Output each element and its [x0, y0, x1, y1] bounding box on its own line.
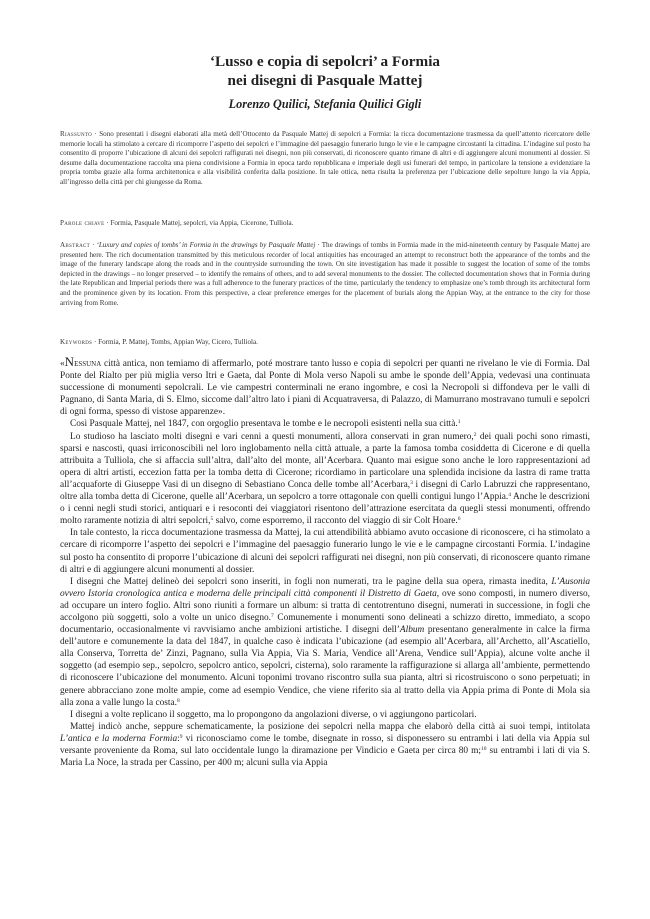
footnote-ref[interactable]: 6: [457, 516, 461, 523]
paragraph-text: presentano generalmente in calce la firma dell’autore e comunemente la data del 1847, in qualche caso è indicata l’ubicazione (ad esempio all’Acerbara, all’Archetto, all’Ascatiello, alla Conserva, Torretta de’ Zinzi, Pagnano, sulla Via Appia, Via S. Maria, Vendice all’Arena, Vendice sull’Appia), alcune volte anche il soggetto (ad esempio sep., sepolcro, sepolcro antico, sepolcri, cisterna), solo raramente la raffigurazione si allarga all’ambiente, permettendo di riconoscere l’ubicazione del monumento. Alcuni toponimi trovano riscontro sulla sua pianta, altri si ricostruiscono o sono perpetuati; in genere abbracciano zone molte ampie, come ad esempio Vendice, che viene riferito sia al tratto della via Appia prima di Ponte di Mola sia alla zona a valle lungo la costa.: [60, 625, 590, 708]
abstract-text: · The drawings of tombs in Formia made in the mid-nineteenth century by Pasquale Mattej are presented here. The rich documentation transmitted by this meticulous recorder of local antiquities has encouraged an attempt to reconstruct both the appearance of the tombs and the image of the funerary landscape along the roads and in the countryside surrounding the town. On site investigation has made it possible to suggest the location of some of the tombs depicted in the drawings – no longer preserved – to identify the remains of others, and to add several monuments to the dossier. The collected documentation shows that in Formia during the late Republican and Imperial periods there was a full adherence to the funerary practices of the time, particularly the tendency to emphasize one’s tomb through its architectural form and the prominence given by its location. From this perspective, a clear preference emerges for the placement of burials along the Appian Way, at the entrance to the city for those arriving from Rome.: [60, 241, 590, 307]
article-body: [60, 356, 590, 769]
body-paragraph: [60, 709, 590, 721]
article-title-line-1: ‘Lusso e copia di sepolcri’ a Formia: [209, 53, 441, 70]
keywords-text: · Formia, P. Mattej, Tombs, Appian Way, Cicero, Tulliola.: [92, 338, 258, 346]
italic-work-title: L’Ausonia ovvero Istoria cronologica antica e moderna delle principali città componenti il Distretto di Gaeta: [60, 576, 590, 599]
article-authors: Lorenzo Quilici, Stefania Quilici Gigli: [228, 97, 422, 111]
paragraph-text: I disegni che Mattej delineò dei sepolcri sono inseriti, in fogli non numerati, tra le pagine della sua opera, rimasta inedita,: [70, 576, 552, 587]
riassunto-text: · Sono presentati i disegni elaborati alla metà dell’Ottocento da Pasquale Mattej di sepolcri a Formia: la ricca documentazione trasmessa da quell’attento ricercatore delle memorie locali ha stimolato a cercare di ricomporre l’aspetto dei sepolcri e l’immagine del paesaggio funerario lungo le vie e le campagne circostanti la cittadina. L’indagine sul posto ha consentito di proporre l’ubicazione di alcuni dei sepolcri raffigurati nei disegni, non più conservati, di riconoscere quanto rimane di altri e di aggiungere alcuni monumenti al dossier. Si desume dalla documentazione raccolta una piena condivisione a Formia in epoca tardo repubblicana e imperiale degli usi funerari del tempo, in particolare la tensione a evidenziare la propria tomba grazie alla forma architettonica e alla visibilità conferita dalla posizione. In tale ottica, netta risulta la preferenza per l’ubicazione delle sepolture lungo la via Appia, all’ingresso della città per chi giungesse da Roma.: [60, 130, 590, 186]
body-paragraph: [60, 431, 590, 528]
paragraph-text: dei quali pochi sono rimasti, sparsi e nascosti, quasi irriconoscibili nel loro inglobamento nella città attuale, a parte la famosa tomba cosiddetta di Cicerone e di quella attribuita a Tulliola, che si affaccia sull’altra, dall’alto del monte, all’Acerbara. Quanto mai esigue sono anche le loro rappresentazioni ad opera di altri artisti, eccezion fatta per la tomba detta di Cicerone; ricordiamo in particolare una splendida incisione da lastra di rame tratta all’acquaforte di Giuseppe Vasi di un disegno di Sebastiano Conca delle tombe all’Acerbara,: [60, 431, 590, 490]
paragraph-text: salvo, come esporremo, il racconto del viaggio di sir Colt Hoare.: [213, 516, 458, 527]
abstract-label: Abstract: [60, 241, 91, 249]
article-title-line-2: nei disegni di Pasquale Mattej: [227, 72, 423, 89]
body-paragraph: [60, 418, 590, 430]
footnote-ref[interactable]: 4: [508, 492, 512, 499]
paragraph-text: In tale contesto, la ricca documentazione trasmessa da Mattej, la cui attendibilità abbiamo avuto occasione di riconoscere, ci ha stimolato a cercare di ricomporre l’aspetto dei sepolcri e l’immagine del paesaggio funerario lungo le vie e le campagne circostanti Formia. L’indagine sul posto ha consentito di proporre l’ubicazione di alcuni dei sepolcri raffigurati nei disegni, non più conservati, di riconoscere quanto rimane di altri e di aggiungere alcuni monumenti al dossier.: [60, 528, 590, 575]
riassunto-section: [60, 130, 590, 188]
paragraph-text: vi riconosciamo come le tombe, disegnate in rosso, si disponessero su entrambi i lati della via Appia sul versante proveniente da Roma, sul lato occidentale lungo la diramazione per Vindicio e Gaeta per circa 80 m;: [60, 733, 590, 756]
paragraph-text: , ove sono composti, in numero diverso, ad occupare un intero foglio. Altri sono riuniti a formare un album: si tratta di centotrentuno disegni, numerati in successione, in fogli che accolgono più soggetti, solo a volte un unico disegno.: [60, 588, 590, 623]
paragraph-text: Lo studioso ha lasciato molti disegni e vari cenni a questi monumenti, allora conservati in gran numero,: [70, 431, 474, 442]
parole-chiave-section: [60, 219, 590, 229]
paragraph-text: :: [177, 733, 180, 744]
paragraph-text: su entrambi i lati di via S. Maria La Noce, la strada per Cassino, per 400 m; alcuni sulla via Appia: [60, 746, 590, 769]
italic-work-title: L’antica e la moderna Formia: [60, 733, 178, 744]
paragraph-text: I disegni a volte replicano il soggetto, ma lo propongono da angolazioni diverse, o vi aggiungono particolari.: [70, 709, 477, 720]
footnote-ref[interactable]: 7: [271, 612, 274, 619]
abstract-section: Abstract · ‘Luxury and copies of tombs’ in Formia in the drawings by Pasquale Mattej · The drawings of tombs in Formia made in the mid-nineteenth century by Pasquale Mattej are presented here. The rich documentation transmitted by this meticulous recorder of local antiquities has encouraged an attempt to reconstruct both the appearance of the tombs and the image of the funerary landscape along the roads and in the countryside surrounding the town. On site investigation has made it possible to suggest the location of some of the tombs depicted in the drawings – no longer preserved – to identify the remains of others, and to add several monuments to the dossier. The collected documentation shows that in Formia during the late Republican and Imperial periods there was a full adherence to the funerary practices of the time, particularly the tendency to emphasize one’s tomb through its architectural form and the prominence given by its location. From this perspective, a clear preference emerges for the placement of burials along the Appian Way, at the entrance to the city for those arriving from Rome.: [60, 241, 590, 307]
keywords-label: Keywords: [60, 338, 93, 346]
footnote-ref[interactable]: 5: [210, 516, 214, 523]
abstract-english-title: ‘Luxury and copies of tombs’ in Formia in the drawings by Pasquale Mattej: [96, 241, 316, 249]
paragraph-text: Mattej indicò anche, seppure schematicamente, la posizione dei sepolcri nella mappa che elaborò della città ai suoi tempi, intitolata: [70, 721, 590, 732]
paragraph-text: Anche le descrizioni o i cenni negli studi storici, antiquari e i resoconti dei viaggiatori risentono dell’attrazione esercitata da quegli stessi monumenti, offrendo molto raramente notizia di altri sepolcri,: [60, 492, 590, 527]
body-paragraph: [60, 527, 590, 575]
article-title: [60, 52, 590, 90]
paragraph-text: Comunemente i monumenti sono delineati a schizzo diretto, immediato, a scopo documentario, occasionalmente vi ravvisiamo anche ambizioni artistiche. I disegni dell’: [60, 612, 590, 636]
quote-text: città antica, non temiamo di affermarlo, poté mostrare tanto lusso e copia di sepolcri per quanti ne rivelano le vie di Formia. Dal Ponte del Rialto per più miglia verso Itri e Gaeta, dal Ponte di Mola verso Napoli su ambe le sponde dell’Appia, vedevasi una continuata successione di monumenti sepolcrali. Le vie campestri conterminali ne erano ingombre, e così la Necropoli si diffondeva per le valli di Pagnano, di Santa Maria, di S. Elmo, siccome dall’altro lato i piani di Acquatraversa, di Palazzo, di Mamurrano mostravano tumuli e sepolcri di ogni forma, spesso di vistose apparenze».: [60, 359, 590, 418]
footnote-ref[interactable]: 2: [473, 431, 477, 438]
footnote-ref[interactable]: 1: [457, 419, 461, 426]
paragraph-text: Così Pasquale Mattej, nel 1847, con orgoglio presentava le tombe e le necropoli esistenti nella sua città.: [70, 419, 458, 430]
italic-work-title: Album: [399, 625, 425, 636]
body-paragraph: [60, 721, 590, 769]
riassunto-label: Riassunto: [60, 130, 93, 138]
small-caps-opening: essuna: [74, 359, 102, 369]
footnote-ref[interactable]: 3: [410, 479, 413, 486]
quote-open-mark: «: [60, 359, 65, 369]
initial-letter: N: [64, 354, 75, 369]
paragraph-text: i disegni di Carlo Labruzzi che rappresentano, oltre alla tomba detta di Cicerone, quelle all’Acerbara, un sepolcro a torre ottagonale con quelli contigui lungo l’Appia.: [60, 479, 590, 503]
parole-chiave-text: · Formia, Pasquale Mattej, sepolcri, via Appia, Cicerone, Tulliola.: [104, 219, 294, 227]
footnote-ref[interactable]: 8: [177, 697, 180, 704]
keywords-section: [60, 338, 590, 348]
body-paragraph: [60, 576, 590, 709]
parole-chiave-label: Parole chiave: [60, 219, 105, 227]
footnote-ref[interactable]: 10: [481, 746, 487, 752]
body-paragraph-quote: [60, 356, 590, 418]
footnote-ref[interactable]: 9: [179, 733, 183, 740]
